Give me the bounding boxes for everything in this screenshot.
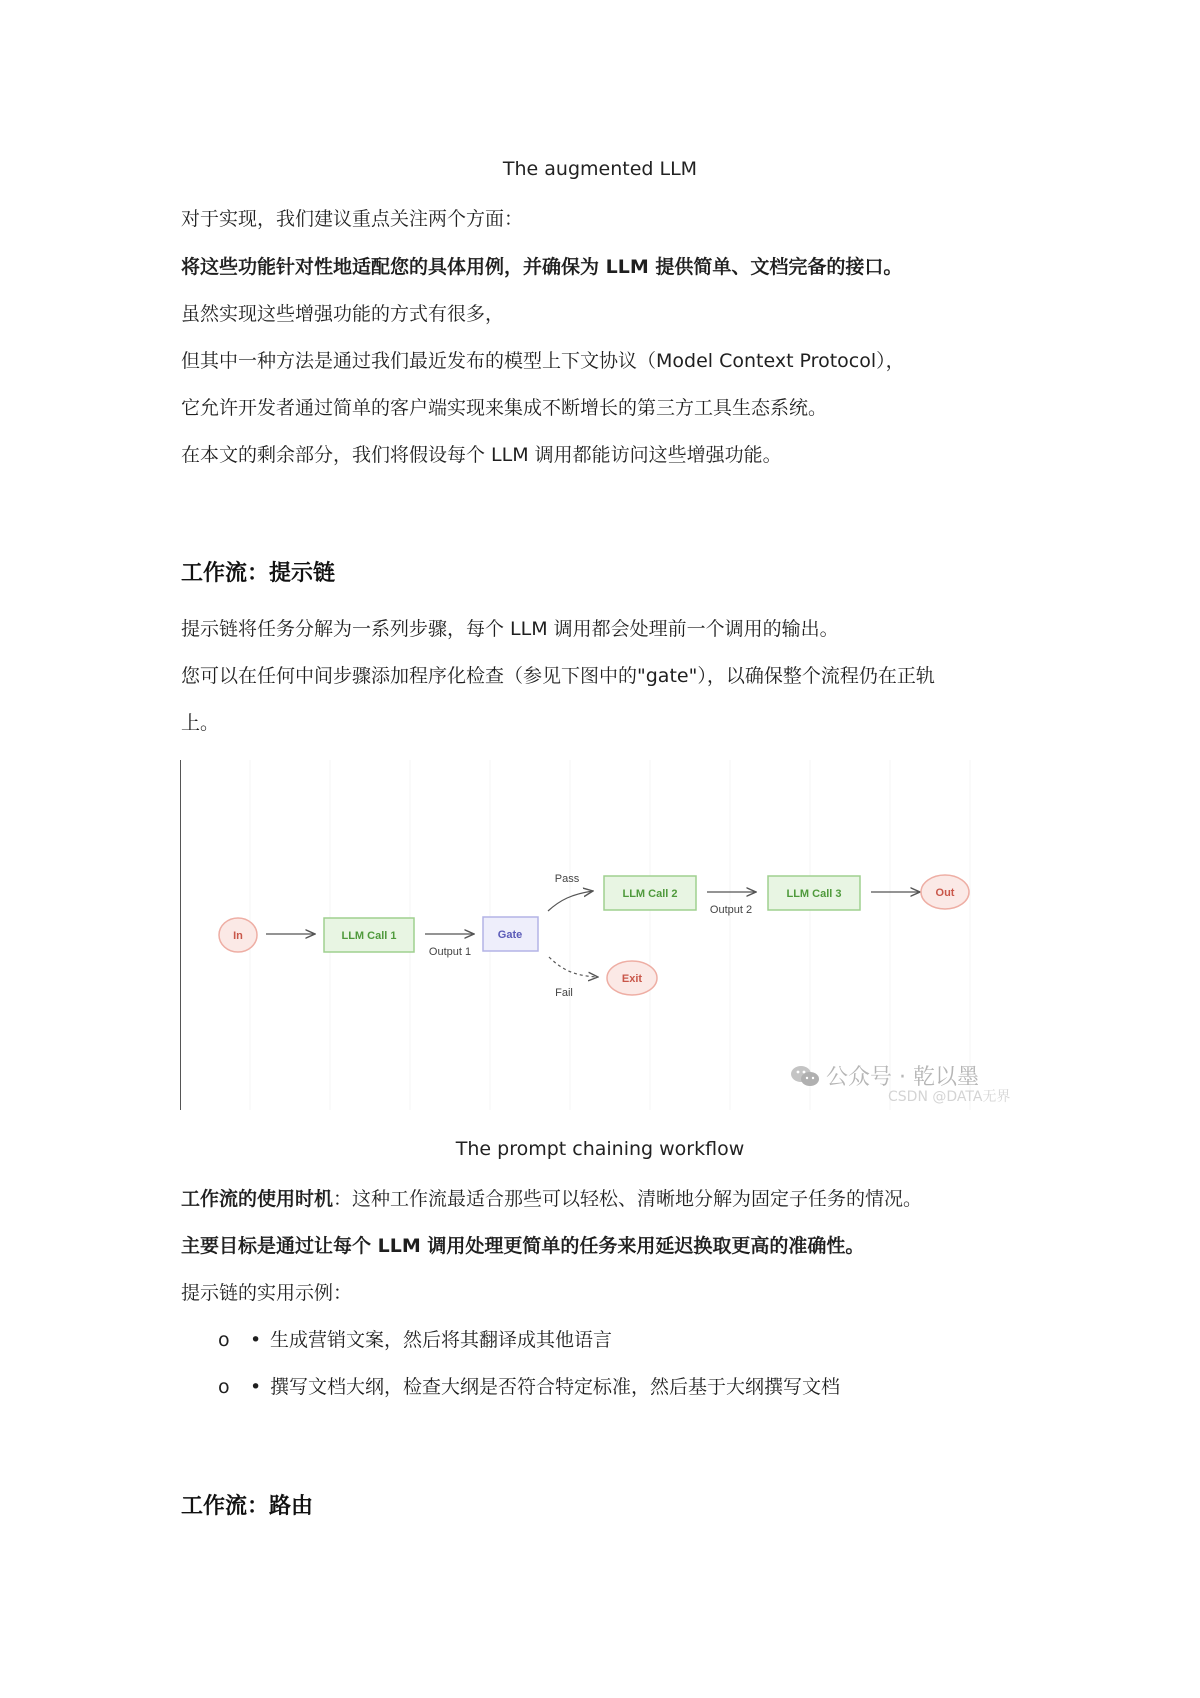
- paragraph-line: 上。: [181, 712, 220, 734]
- prompt-chaining-diagram: [180, 760, 1020, 1110]
- paragraph-line: 但其中一种方法是通过我们最近发布的模型上下文协议（Model Context Protocol），: [181, 350, 905, 372]
- section-heading-routing: 工作流：路由: [181, 1494, 314, 1519]
- label-fail: Fail: [555, 987, 573, 999]
- label-output-2: Output 2: [709, 904, 753, 916]
- node-gate-label: Gate: [497, 929, 523, 941]
- list-item: [218, 1372, 840, 1399]
- node-llm-call-1-label: LLM Call 1: [341, 930, 397, 942]
- node-llm-call-2-label: LLM Call 2: [622, 888, 678, 900]
- when-label: 工作流的使用时机: [181, 1188, 334, 1210]
- paragraph-line: 对于实现，我们建议重点关注两个方面：: [181, 208, 524, 230]
- list-item: [218, 1325, 612, 1352]
- paragraph-line: 提示链将任务分解为一系列步骤，每个 LLM 调用都会处理前一个调用的输出。: [181, 618, 839, 640]
- section-heading-prompt-chaining: 工作流：提示链: [181, 561, 336, 586]
- paragraph-line: 在本文的剩余部分，我们将假设每个 LLM 调用都能访问这些增强功能。: [181, 444, 782, 466]
- node-gate: [483, 917, 538, 951]
- node-in-label: In: [233, 930, 243, 942]
- node-exit-label: Exit: [621, 973, 643, 985]
- paragraph-line-bold: 将这些功能针对性地适配您的具体用例，并确保为 LLM 提供简单、文档完备的接口。: [181, 256, 903, 278]
- list-item-text: 生成营销文案，然后将其翻译成其他语言: [270, 1329, 613, 1351]
- paragraph-line-when: [181, 1184, 922, 1211]
- figure-caption-prompt-chaining: The prompt chaining workflow: [455, 1138, 745, 1160]
- paragraph-line: 提示链的实用示例：: [181, 1282, 353, 1304]
- watermark-csdn: CSDN @DATA无界: [888, 1089, 1011, 1105]
- wechat-icon: [790, 1065, 820, 1087]
- node-llm-call-3-label: LLM Call 3: [786, 888, 842, 900]
- list-marker-circle: o: [218, 1329, 230, 1351]
- list-marker-dot: •: [250, 1376, 262, 1398]
- list-marker-dot: •: [250, 1329, 262, 1351]
- node-exit: [607, 961, 657, 995]
- node-llm-call-2: [604, 876, 696, 910]
- node-out: [921, 875, 969, 909]
- paragraph-line: 虽然实现这些增强功能的方式有很多，: [181, 303, 505, 325]
- node-in: [219, 918, 257, 952]
- paragraph-line-bold: 主要目标是通过让每个 LLM 调用处理更简单的任务来用延迟换取更高的准确性。: [181, 1235, 865, 1257]
- list-item-text: 撰写文档大纲，检查大纲是否符合特定标准，然后基于大纲撰写文档: [270, 1376, 841, 1398]
- paragraph-line: 您可以在任何中间步骤添加程序化检查（参见下图中的"gate"），以确保整个流程仍在正轨: [181, 665, 935, 687]
- label-output-1: Output 1: [428, 946, 472, 958]
- paragraph-line: 它允许开发者通过简单的客户端实现来集成不断增长的第三方工具生态系统。: [181, 397, 828, 419]
- when-text: ：这种工作流最适合那些可以轻松、清晰地分解为固定子任务的情况。: [333, 1188, 923, 1210]
- watermark-text: 公众号 · 乾以墨: [826, 1065, 979, 1090]
- node-llm-call-1: [324, 918, 414, 952]
- node-llm-call-3: [768, 876, 860, 910]
- arrow-gate-fail: [549, 957, 598, 977]
- node-out-label: Out: [935, 887, 955, 899]
- list-marker-circle: o: [218, 1376, 230, 1398]
- figure-caption-augmented-llm: The augmented LLM: [502, 158, 698, 180]
- label-pass: Pass: [554, 873, 580, 885]
